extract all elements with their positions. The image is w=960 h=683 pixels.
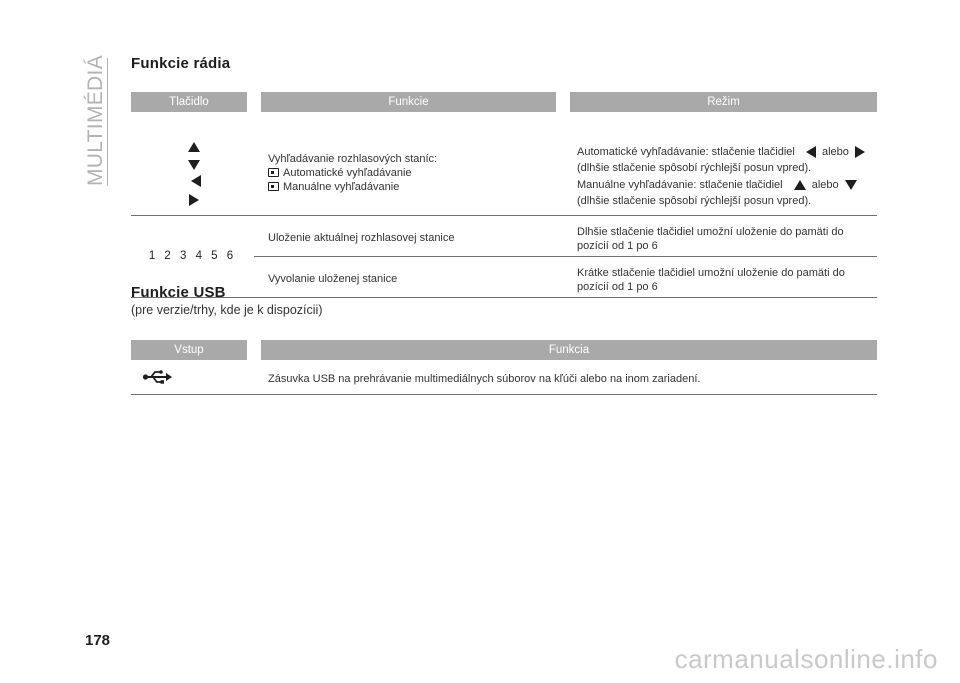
functions-cell xyxy=(254,112,563,215)
arrow-right-icon xyxy=(189,194,199,206)
table-header-row xyxy=(131,340,877,360)
mode-or: alebo xyxy=(811,179,839,191)
recall-station-cell: Vyvolanie uloženej stanice xyxy=(254,256,563,297)
table-row xyxy=(131,215,877,256)
arrow-left-icon xyxy=(806,146,816,158)
header-mode: Režim xyxy=(563,92,877,112)
mode-auto-note: (dlhšie stlačenie spôsobí rýchlejší posun vpred). xyxy=(577,162,812,174)
preset-buttons: 1 2 3 4 5 6 xyxy=(148,250,237,262)
section-label: MULTIMÉDIÁ xyxy=(84,55,107,186)
table-header-row xyxy=(131,92,877,112)
mode-manual-text: Manuálne vyhľadávanie: stlačenie tlačidiel xyxy=(577,179,783,191)
store-mode-cell: Dlhšie stlačenie tlačidiel umožní uloženie do pamäti do pozícií od 1 po 6 xyxy=(563,215,877,256)
bullet-icon xyxy=(268,182,279,191)
table-row xyxy=(131,112,877,215)
arrow-down-icon xyxy=(188,160,200,170)
arrow-up-icon xyxy=(794,180,806,190)
functions-title: Vyhľadávanie rozhlasových staníc: xyxy=(268,153,438,165)
mode-auto-text: Automatické vyhľadávanie: stlačenie tlačidiel xyxy=(577,146,795,158)
seek-buttons-cell xyxy=(131,112,254,215)
watermark: carmanualsonline.info xyxy=(674,644,938,674)
list-item: Automatické vyhľadávanie xyxy=(268,166,563,180)
header-functions: Funkcie xyxy=(254,92,563,112)
bullet-icon xyxy=(268,168,279,177)
usb-section-title: Funkcie USB xyxy=(131,284,226,301)
usb-section-subtitle: (pre verzie/trhy, kde je k dispozícii) xyxy=(131,303,323,317)
mode-cell xyxy=(563,112,877,215)
radio-functions-table xyxy=(131,92,877,298)
usb-icon-cell xyxy=(131,360,254,394)
usb-description: Zásuvka USB na prehrávanie multimediálnych súborov na kľúči alebo na inom zariadení. xyxy=(254,360,877,394)
arrow-up-icon xyxy=(188,142,200,152)
radio-section-title: Funkcie rádia xyxy=(131,55,231,72)
usb-functions-table xyxy=(131,340,877,395)
table-row xyxy=(131,360,877,394)
mode-manual-note: (dlhšie stlačenie spôsobí rýchlejší posun vpred). xyxy=(577,195,812,207)
section-side-tab xyxy=(84,55,107,186)
arrow-left-icon xyxy=(191,175,201,187)
list-item: Manuálne vyhľadávanie xyxy=(268,180,563,194)
header-button: Tlačidlo xyxy=(131,92,254,112)
header-input: Vstup xyxy=(131,340,254,360)
arrow-down-icon xyxy=(845,180,857,190)
mode-or: alebo xyxy=(821,146,849,158)
arrow-right-icon xyxy=(855,146,865,158)
store-station-cell: Uloženie aktuálnej rozhlasovej stanice xyxy=(254,215,563,256)
usb-icon xyxy=(142,369,172,385)
recall-mode-cell: Krátke stlačenie tlačidiel umožní uloženie do pamäti do pozícií od 1 po 6 xyxy=(563,256,877,297)
section-divider xyxy=(107,58,108,186)
page-number: 178 xyxy=(85,632,111,649)
header-function: Funkcia xyxy=(254,340,877,360)
